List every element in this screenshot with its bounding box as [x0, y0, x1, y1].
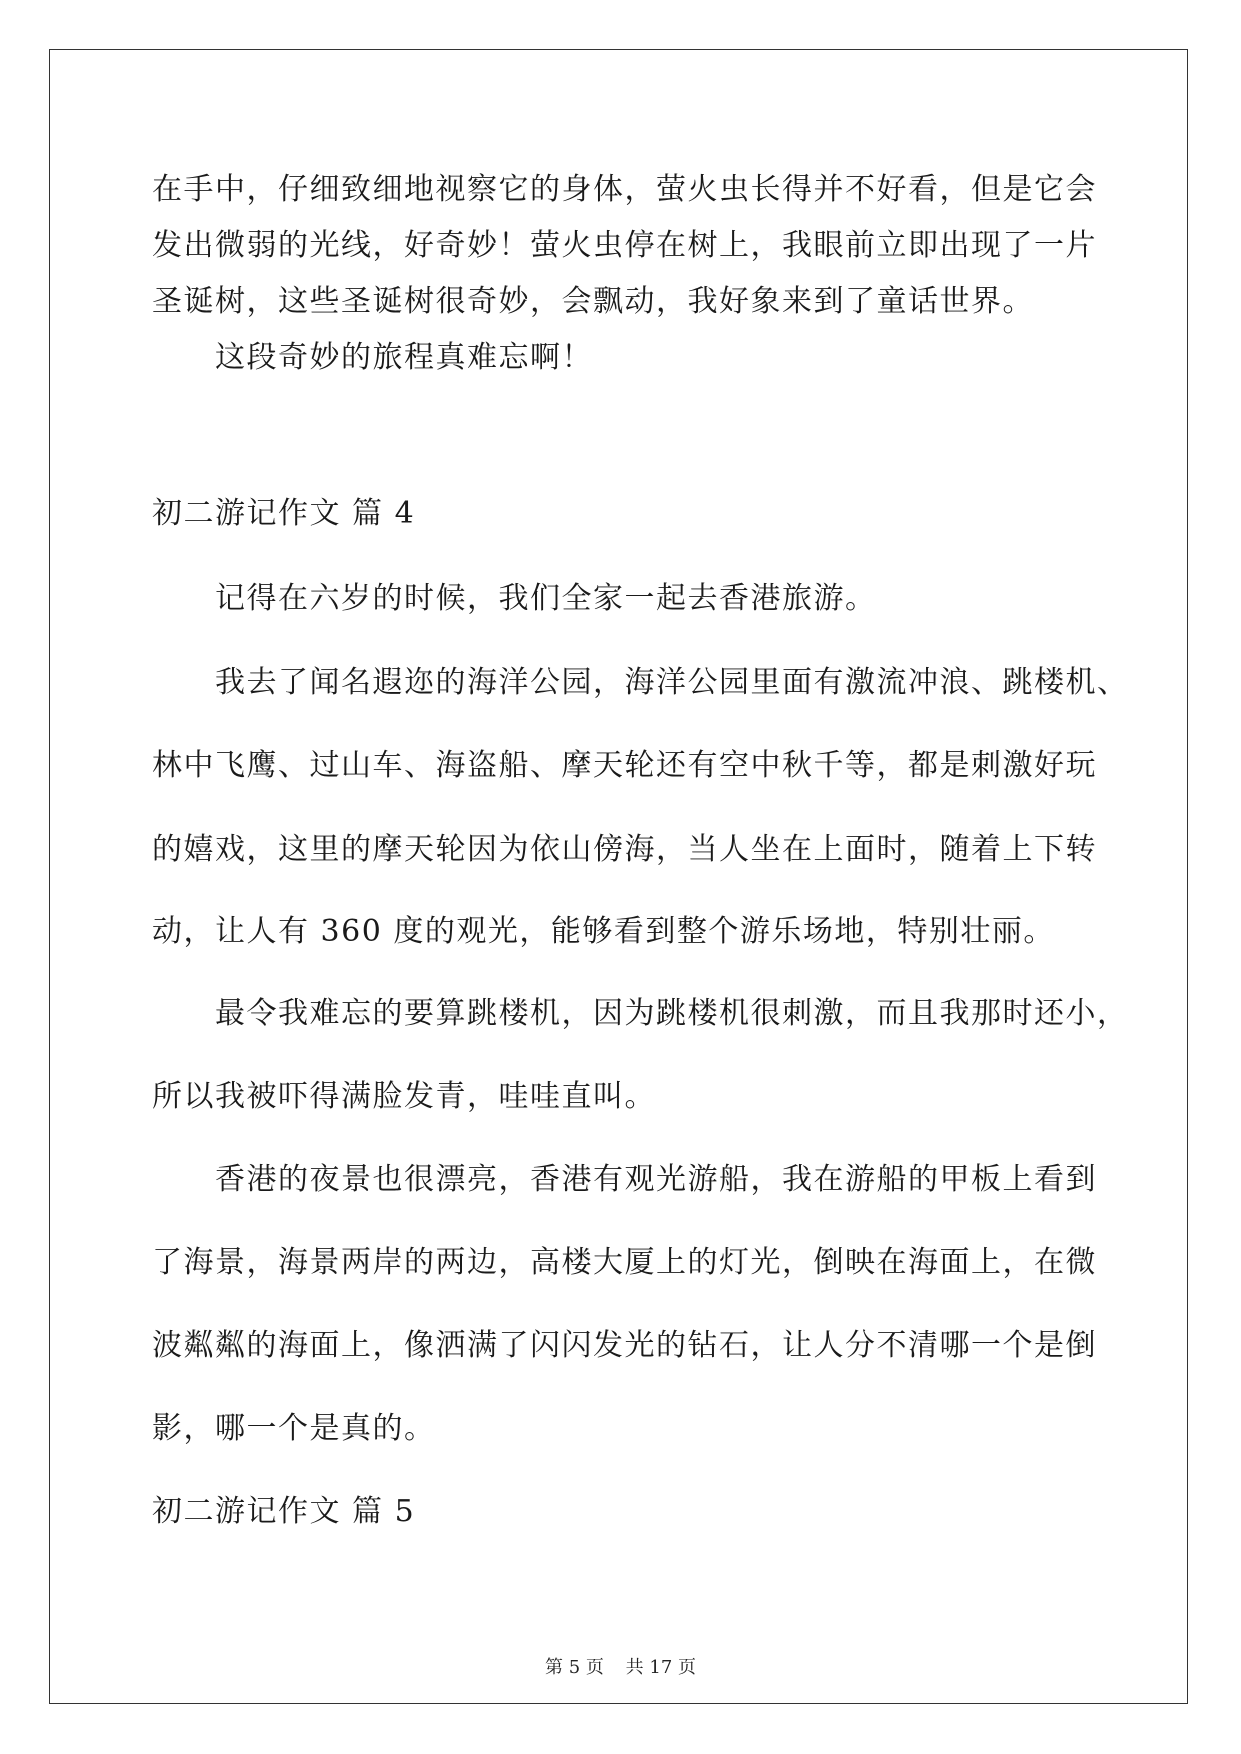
paragraph-line: 波粼粼的海面上，像洒满了闪闪发光的钻石，让人分不清哪一个是倒 [152, 1328, 1097, 1363]
paragraph-line: 记得在六岁的时候，我们全家一起去香港旅游。 [215, 581, 877, 616]
paragraph-line: 最令我难忘的要算跳楼机，因为跳楼机很刺激，而且我那时还小， [215, 996, 1129, 1031]
paragraph-line: 在手中，仔细致细地视察它的身体，萤火虫长得并不好看，但是它会 [152, 172, 1097, 207]
page-total: 共 17 页 [625, 1657, 696, 1678]
paragraph-line: 林中飞鹰、过山车、海盗船、摩天轮还有空中秋千等，都是刺激好玩 [152, 748, 1097, 783]
paragraph-line: 影，哪一个是真的。 [152, 1411, 436, 1446]
page-footer [0, 1656, 1241, 1680]
page-number: 第 5 页 [545, 1657, 604, 1678]
paragraph-line: 动，让人有 360 度的观光，能够看到整个游乐场地，特别壮丽。 [152, 914, 1055, 949]
paragraph-line: 圣诞树，这些圣诞树很奇妙，会飘动，我好象来到了童话世界。 [152, 284, 1034, 319]
paragraph-line: 我去了闻名遐迩的海洋公园，海洋公园里面有激流冲浪、跳楼机、 [215, 665, 1129, 700]
paragraph-line: 所以我被吓得满脸发青，哇哇直叫。 [152, 1079, 656, 1114]
paragraph-line: 香港的夜景也很漂亮，香港有观光游船，我在游船的甲板上看到 [215, 1162, 1097, 1197]
paragraph-line: 发出微弱的光线，好奇妙！萤火虫停在树上，我眼前立即出现了一片 [152, 228, 1097, 263]
paragraph-line: 的嬉戏，这里的摩天轮因为依山傍海，当人坐在上面时，随着上下转 [152, 832, 1097, 867]
section-heading: 初二游记作文 篇 4 [152, 496, 416, 531]
section-heading: 初二游记作文 篇 5 [152, 1494, 416, 1529]
paragraph-line: 了海景，海景两岸的两边，高楼大厦上的灯光，倒映在海面上，在微 [152, 1245, 1097, 1280]
paragraph-line: 这段奇妙的旅程真难忘啊！ [215, 340, 593, 375]
